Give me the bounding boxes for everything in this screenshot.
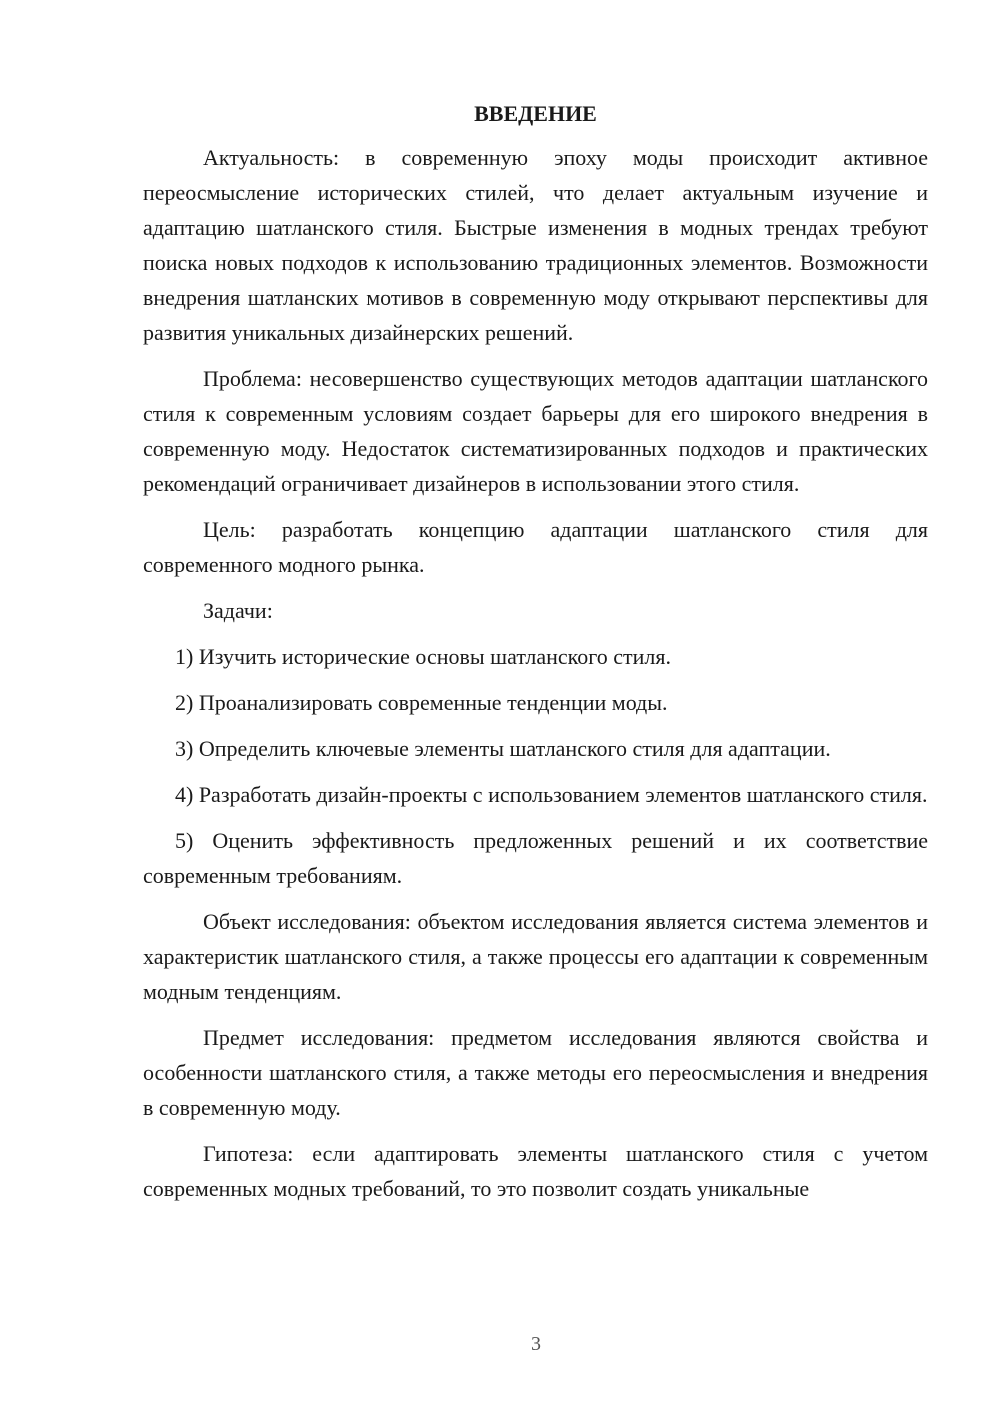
task-item-2: 2) Проанализировать современные тенденции моды. (175, 690, 668, 715)
page-number: 3 (531, 1333, 541, 1355)
paragraph-relevance: Актуальность: в современную эпоху моды происходит активное переосмысление исторических стилей, что делает актуальным изучение и адаптацию шатланского стиля. Быстрые изменения в модных трендах требуют поиска новых подходов к использованию традиционных элементов. Возможности внедрения шатланских мотивов в современную моду открывают перспективы для развития уникальных дизайнерских решений. (143, 145, 928, 345)
paragraph-subject: Предмет исследования: предметом исследования являются свойства и особенности шатланского стиля, а также методы его переосмысления и внедрения в современную моду. (143, 1025, 928, 1120)
paragraph-problem: Проблема: несовершенство существующих методов адаптации шатланского стиля к современным условиям создает барьеры для его широкого внедрения в современную моду. Недостаток систематизированных подходов и практических рекомендаций ограничивает дизайнеров в использовании этого стиля. (143, 366, 928, 496)
page-content (143, 96, 928, 1206)
task-item-3: 3) Определить ключевые элементы шатланского стиля для адаптации. (175, 736, 831, 761)
paragraph-object: Объект исследования: объектом исследования является система элементов и характеристик шатланского стиля, а также процессы его адаптации к современным модным тенденциям. (143, 909, 928, 1004)
paragraph-goal: Цель: разработать концепцию адаптации шатланского стиля для современного модного рынка. (143, 517, 928, 577)
task-item-4: 4) Разработать дизайн-проекты с использованием элементов шатланского стиля. (175, 782, 928, 807)
task-item-1: 1) Изучить исторические основы шатланского стиля. (175, 644, 671, 669)
task-item-5: 5) Оценить эффективность предложенных решений и их соответствие современным требованиям. (143, 828, 928, 888)
section-title: ВВЕДЕНИЕ (474, 101, 597, 126)
paragraph-hypothesis: Гипотеза: если адаптировать элементы шатланского стиля с учетом современных модных требований, то это позволит создать уникальные (143, 1141, 928, 1201)
paragraph-tasks-heading: Задачи: (203, 598, 273, 623)
